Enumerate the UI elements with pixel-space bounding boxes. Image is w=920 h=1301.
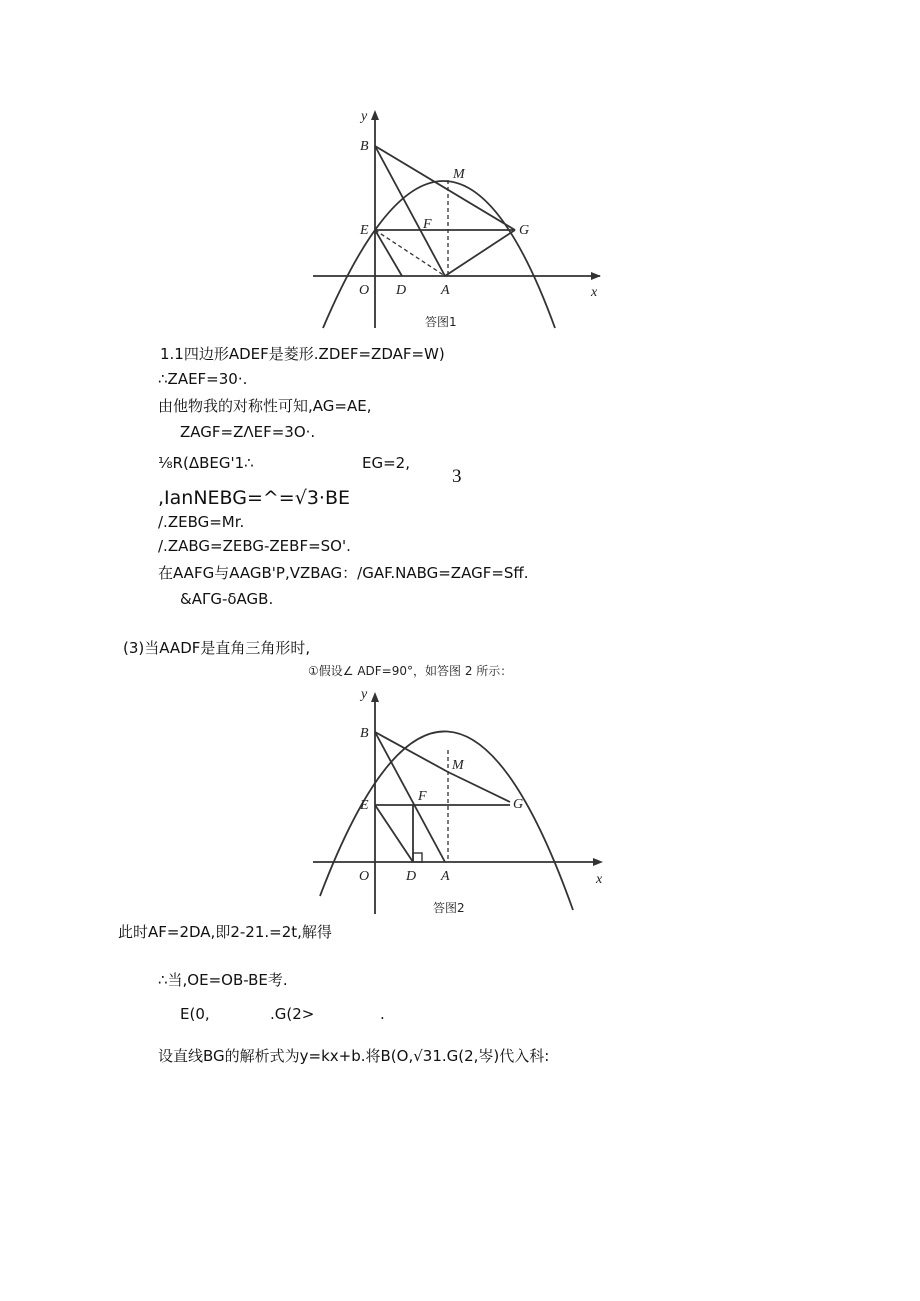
label-B: B — [360, 726, 369, 741]
line-11: (3)当AADF是直角三角形时, — [123, 639, 311, 657]
label-G: G — [513, 797, 524, 812]
label-D: D — [406, 869, 417, 884]
figure-2 — [305, 680, 615, 920]
line-14c: . — [380, 1005, 385, 1023]
label-F: F — [423, 217, 432, 232]
line-7: /.ZEBG=Mr. — [158, 513, 245, 531]
line-9: 在AAFG与AAGB'P,VZBAG：/GAF.NABG=ZAGF=Sff. — [158, 564, 529, 582]
segment-AG — [445, 230, 515, 276]
figure-1-caption: 答图1 — [425, 315, 457, 329]
label-O: O — [359, 283, 370, 298]
label-M: M — [452, 758, 464, 773]
label-y: y — [361, 687, 368, 702]
line-3: 由他物我的对称性可知,AG=AE, — [158, 397, 372, 415]
line-13: ∴当,OE=OB-BE考. — [158, 971, 288, 989]
right-angle-mark — [413, 853, 422, 862]
parabola-curve — [323, 181, 555, 328]
y-axis-arrow — [371, 692, 379, 702]
segment-MG — [448, 772, 510, 802]
line-12: 此时AF=2DA,即2-21.=2t,解得 — [118, 923, 332, 941]
line-10: &AΓG-δAGB. — [180, 590, 274, 608]
label-x: x — [591, 285, 598, 300]
label-D: D — [396, 283, 407, 298]
figure-1 — [305, 100, 615, 335]
x-axis-arrow — [591, 272, 601, 280]
segment-ED — [375, 230, 402, 276]
dashed-EA — [375, 230, 445, 276]
line-8: /.ZABG=ZEBG-ZEBF=SO'. — [158, 537, 351, 555]
figure-2-note: ①假设∠ ADF=90°，如答图 2 所示： — [308, 664, 513, 678]
line-15: 设直线BG的解析式为y=kx+b.将B(O,√31.G(2,岑)代入科: — [158, 1047, 550, 1065]
label-F: F — [418, 789, 427, 804]
line-14a: E(0, — [180, 1005, 210, 1023]
line-2: ∴ZAEF=30·. — [158, 370, 248, 388]
label-A: A — [441, 869, 450, 884]
line-1: 1.1四边形ADEF是菱形.ZDEF=ZDAF=W) — [160, 345, 445, 363]
label-B: B — [360, 139, 369, 154]
label-A: A — [441, 283, 450, 298]
label-x: x — [596, 872, 603, 887]
line-14b: .G(2> — [270, 1005, 315, 1023]
label-G: G — [519, 223, 530, 238]
label-O: O — [359, 869, 370, 884]
line-5c: 3 — [452, 466, 462, 487]
line-5b: EG=2, — [362, 454, 410, 472]
label-M: M — [453, 167, 465, 182]
figure-2-caption: 答图2 — [433, 901, 465, 915]
line-5a: ⅛R(ΔBEG'1∴ — [158, 454, 254, 472]
x-axis-arrow — [593, 858, 603, 866]
segment-ED — [375, 805, 413, 862]
segment-BG — [375, 146, 515, 230]
label-E: E — [360, 798, 369, 813]
segment-BA — [375, 146, 445, 276]
line-4: ZAGF=ZΛEF=3O·. — [180, 423, 316, 441]
label-y: y — [361, 109, 368, 124]
y-axis-arrow — [371, 110, 379, 120]
label-E: E — [360, 223, 369, 238]
line-6: ,IanNEBG=^=√3·BE — [158, 487, 351, 509]
